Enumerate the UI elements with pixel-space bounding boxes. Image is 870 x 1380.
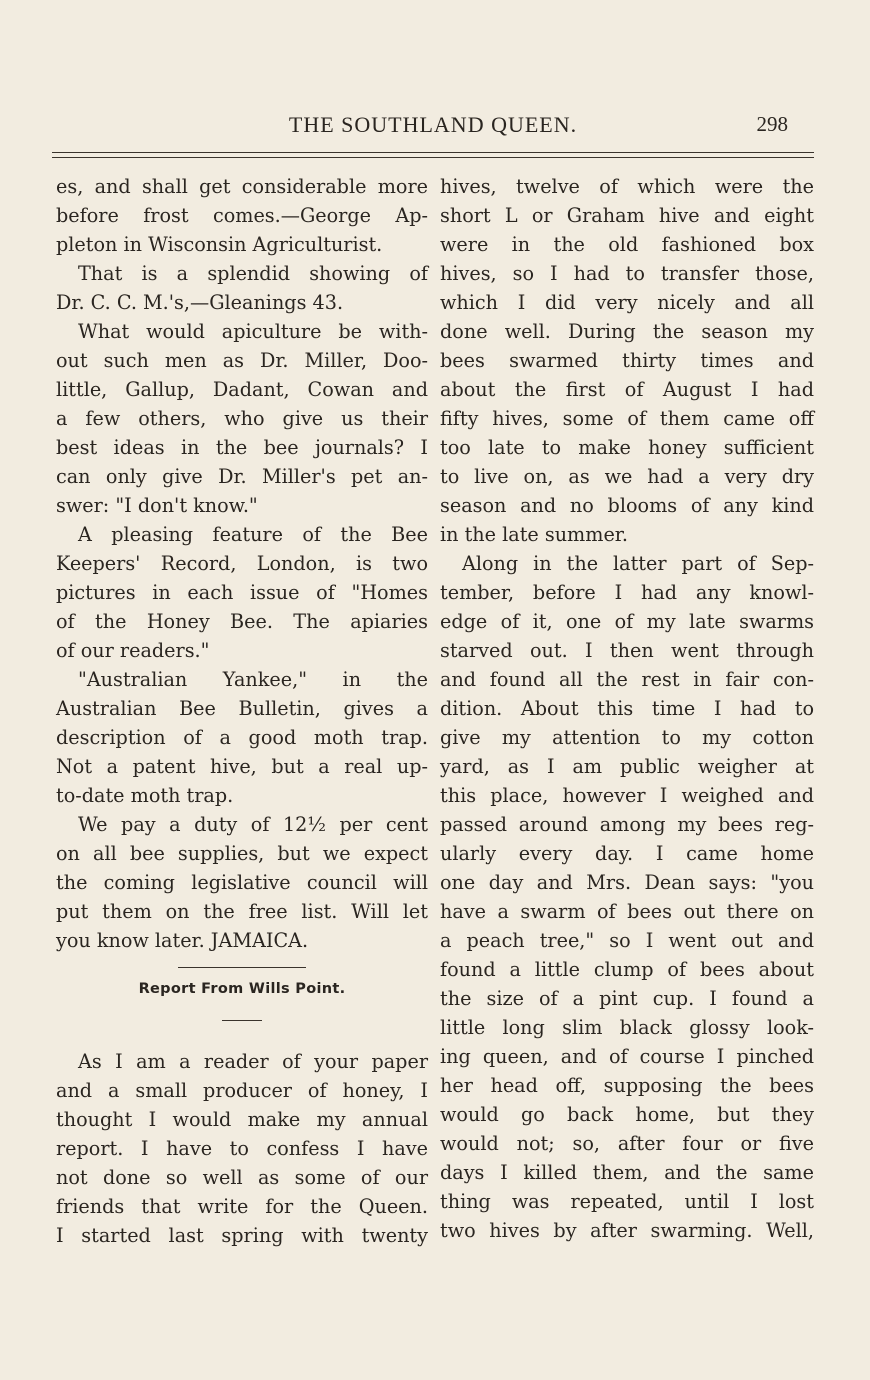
text-line: pictures in each issue of "Homes xyxy=(56,581,428,604)
text-line: swer: "I don't know." xyxy=(56,494,258,517)
text-line: not done so well as some of our xyxy=(56,1166,428,1189)
text-line: That is a splendid showing of xyxy=(78,262,428,285)
text-line: es, and shall get considerable more xyxy=(56,175,428,198)
text-line: about the first of August I had xyxy=(440,378,814,401)
text-line: hives, so I had to transfer those, xyxy=(440,262,814,285)
running-title: THE SOUTHLAND QUEEN. xyxy=(288,112,578,137)
text-line: two hives by after swarming. Well, xyxy=(440,1219,814,1242)
right-column-text xyxy=(440,172,814,1245)
text-line: have a swarm of bees out there on xyxy=(440,900,814,923)
text-line: fifty hives, some of them came off xyxy=(440,407,814,430)
header-rule-bottom xyxy=(52,157,814,158)
text-line: tember, before I had any knowl- xyxy=(440,581,814,604)
text-line: pleton in Wisconsin Agriculturist. xyxy=(56,233,383,256)
text-line: ularly every day. I came home xyxy=(440,842,814,865)
text-line: found a little clump of bees about xyxy=(440,958,814,981)
report-title: Report From Wills Point. xyxy=(138,981,346,997)
text-line: her head off, supposing the bees xyxy=(440,1074,814,1097)
text-line: season and no blooms of any kind xyxy=(440,494,814,517)
left-column-text-b xyxy=(56,1047,428,1250)
text-line: too late to make honey sufficient xyxy=(440,436,814,459)
text-line: Australian Bee Bulletin, gives a xyxy=(56,697,428,720)
text-line: would not; so, after four or five xyxy=(440,1132,814,1155)
text-line: description of a good moth trap. xyxy=(56,726,428,749)
text-line: of our readers." xyxy=(56,639,210,662)
left-column-text-a xyxy=(56,172,428,955)
text-line: thought I would make my annual xyxy=(56,1108,428,1131)
text-line: We pay a duty of 12½ per cent xyxy=(78,813,428,836)
text-line: friends that write for the Queen. xyxy=(56,1195,428,1218)
text-line: done well. During the season my xyxy=(440,320,814,343)
text-line: bees swarmed thirty times and xyxy=(440,349,814,372)
text-line: you know later. JAMAICA. xyxy=(56,929,309,952)
text-line: and found all the rest in fair con- xyxy=(440,668,814,691)
text-line: the size of a pint cup. I found a xyxy=(440,987,814,1010)
text-line: dition. About this time I had to xyxy=(440,697,814,720)
text-line: As I am a reader of your paper xyxy=(78,1050,428,1073)
text-line: Along in the latter part of Sep- xyxy=(462,552,814,575)
text-line: on all bee supplies, but we expect xyxy=(56,842,428,865)
text-line: days I killed them, and the same xyxy=(440,1161,814,1184)
text-line: starved out. I then went through xyxy=(440,639,814,662)
text-line: little, Gallup, Dadant, Cowan and xyxy=(56,378,428,401)
text-line: which I did very nicely and all xyxy=(440,291,814,314)
text-line: short L or Graham hive and eight xyxy=(440,204,814,227)
header-rule-top xyxy=(52,152,814,153)
text-line: to live on, as we had a very dry xyxy=(440,465,814,488)
text-line: one day and Mrs. Dean says: "you xyxy=(440,871,814,894)
text-line: ing queen, and of course I pinched xyxy=(440,1045,814,1068)
text-line: thing was repeated, until I lost xyxy=(440,1190,814,1213)
text-line: passed around among my bees reg- xyxy=(440,813,814,836)
text-line: to-date moth trap. xyxy=(56,784,234,807)
text-line: "Australian Yankee," in the xyxy=(78,668,428,691)
text-line: out such men as Dr. Miller, Doo- xyxy=(56,349,428,372)
text-line: this place, however I weighed and xyxy=(440,784,814,807)
text-line: hives, twelve of which were the xyxy=(440,175,814,198)
text-line: in the late summer. xyxy=(440,523,628,546)
text-line: of the Honey Bee. The apiaries xyxy=(56,610,428,633)
text-line: A pleasing feature of the Bee xyxy=(78,523,428,546)
text-line: a few others, who give us their xyxy=(56,407,428,430)
page-header xyxy=(52,112,814,142)
text-line: can only give Dr. Miller's pet an- xyxy=(56,465,428,488)
text-line: edge of it, one of my late swarms xyxy=(440,610,814,633)
text-line: little long slim black glossy look- xyxy=(440,1016,814,1039)
page-number: 298 xyxy=(756,112,788,136)
text-line: a peach tree," so I went out and xyxy=(440,929,814,952)
text-line: would go back home, but they xyxy=(440,1103,814,1126)
left-column xyxy=(56,172,428,1250)
right-column xyxy=(440,172,814,1245)
text-line: best ideas in the bee journals? I xyxy=(56,436,428,459)
text-line: yard, as I am public weigher at xyxy=(440,755,814,778)
text-line: Keepers' Record, London, is two xyxy=(56,552,428,575)
text-line: report. I have to confess I have xyxy=(56,1137,428,1160)
text-line: give my attention to my cotton xyxy=(440,726,814,749)
text-line: were in the old fashioned box xyxy=(440,233,814,256)
text-line: and a small producer of honey, I xyxy=(56,1079,428,1102)
text-line: Not a patent hive, but a real up- xyxy=(56,755,428,778)
text-line: put them on the free list. Will let xyxy=(56,900,428,923)
text-line: I started last spring with twenty xyxy=(56,1224,428,1247)
text-line: Dr. C. C. M.'s,—Gleanings 43. xyxy=(56,291,344,314)
text-line: What would apiculture be with- xyxy=(78,320,428,343)
text-line: before frost comes.—George Ap- xyxy=(56,204,428,227)
text-line: the coming legislative council will xyxy=(56,871,428,894)
